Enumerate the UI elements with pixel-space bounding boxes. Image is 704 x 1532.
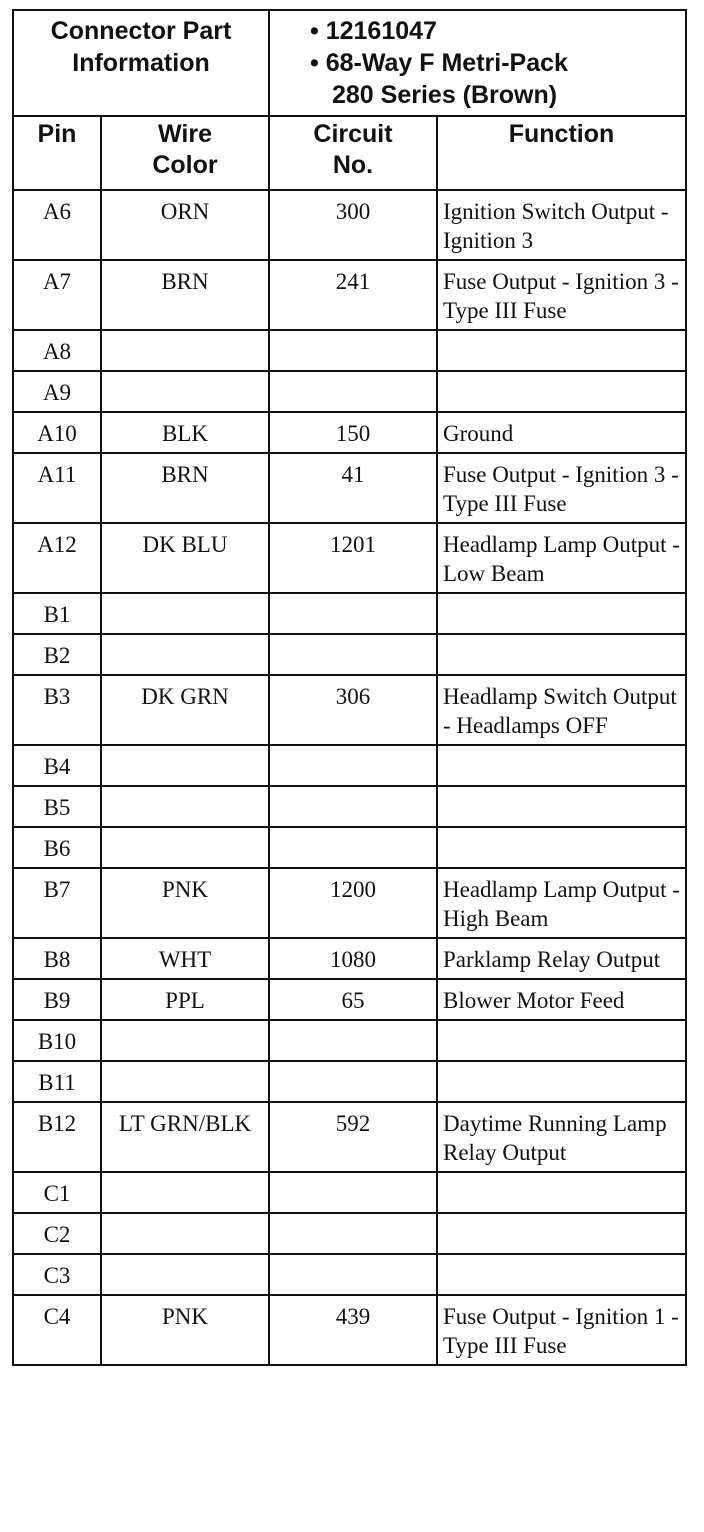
wire-color-cell: PPL (101, 979, 269, 1020)
table-row (13, 190, 686, 260)
pin-cell: B3 (13, 675, 101, 745)
circuit-no-cell: 1200 (269, 868, 437, 938)
wire-color-cell (101, 1172, 269, 1213)
circuit-no-cell (269, 1213, 437, 1254)
pin-cell: B6 (13, 827, 101, 868)
table-row (13, 1102, 686, 1172)
pin-cell: A9 (13, 371, 101, 412)
circuit-no-cell (269, 786, 437, 827)
connector-pinout-table (12, 9, 687, 1366)
function-cell: Daytime Running Lamp Relay Output (437, 1102, 686, 1172)
pin-cell: B2 (13, 634, 101, 675)
wire-color-cell (101, 634, 269, 675)
table-row (13, 371, 686, 412)
function-cell: Headlamp Lamp Output - High Beam (437, 868, 686, 938)
pin-cell: A11 (13, 453, 101, 523)
connector-part-label-line1: Connector Part (50, 17, 232, 45)
circuit-no-cell (269, 330, 437, 371)
pin-cell: B5 (13, 786, 101, 827)
table-row (13, 634, 686, 675)
circuit-no-cell: 306 (269, 675, 437, 745)
wire-color-cell: WHT (101, 938, 269, 979)
column-header-function: Function (437, 116, 686, 190)
wire-color-cell (101, 330, 269, 371)
function-cell (437, 1020, 686, 1061)
function-cell (437, 371, 686, 412)
table-row (13, 1020, 686, 1061)
table-row (13, 1213, 686, 1254)
table-row (13, 1295, 686, 1365)
pin-cell: C3 (13, 1254, 101, 1295)
table-row (13, 1061, 686, 1102)
circuit-no-cell (269, 745, 437, 786)
pin-cell: B12 (13, 1102, 101, 1172)
circuit-no-cell: 241 (269, 260, 437, 330)
connector-header-row (13, 10, 686, 116)
table-row (13, 745, 686, 786)
connector-type: • 68-Way F Metri-Pack (310, 49, 568, 77)
function-cell (437, 593, 686, 634)
table-row (13, 868, 686, 938)
wire-color-cell (101, 745, 269, 786)
pin-cell: B1 (13, 593, 101, 634)
wire-color-cell: PNK (101, 1295, 269, 1365)
circuit-no-cell: 41 (269, 453, 437, 523)
function-cell: Ignition Switch Output - Ignition 3 (437, 190, 686, 260)
column-header-wire-color: Wire Color (101, 116, 269, 190)
wire-color-cell: DK BLU (101, 523, 269, 593)
wire-color-cell: BRN (101, 453, 269, 523)
wire-color-cell (101, 1213, 269, 1254)
function-cell (437, 1172, 686, 1213)
pin-cell: C2 (13, 1213, 101, 1254)
connector-series: 280 Series (Brown) (332, 81, 558, 109)
circuit-no-cell (269, 1254, 437, 1295)
connector-part-details (269, 10, 686, 116)
function-cell (437, 330, 686, 371)
table-row (13, 675, 686, 745)
pin-cell: C1 (13, 1172, 101, 1213)
connector-part-label-line2: Information (72, 49, 210, 77)
circuit-no-cell: 1080 (269, 938, 437, 979)
circuit-no-cell (269, 1172, 437, 1213)
function-cell: Headlamp Switch Output - Headlamps OFF (437, 675, 686, 745)
pin-cell: A6 (13, 190, 101, 260)
table-row (13, 260, 686, 330)
circuit-no-cell (269, 1020, 437, 1061)
function-cell (437, 634, 686, 675)
column-header-circuit-no: Circuit No. (269, 116, 437, 190)
wire-color-cell (101, 827, 269, 868)
table-row (13, 330, 686, 371)
circuit-no-cell (269, 593, 437, 634)
circuit-no-cell (269, 634, 437, 675)
circuit-no-cell: 65 (269, 979, 437, 1020)
circuit-no-cell (269, 371, 437, 412)
pin-cell: B8 (13, 938, 101, 979)
column-header-row (13, 116, 686, 190)
pin-cell: A8 (13, 330, 101, 371)
circuit-no-cell: 150 (269, 412, 437, 453)
wire-color-cell (101, 1020, 269, 1061)
function-cell: Fuse Output - Ignition 1 - Type III Fuse (437, 1295, 686, 1365)
circuit-no-cell: 592 (269, 1102, 437, 1172)
wire-color-cell (101, 1254, 269, 1295)
pin-cell: A7 (13, 260, 101, 330)
part-number: • 12161047 (310, 17, 437, 45)
table-row (13, 412, 686, 453)
table-row (13, 593, 686, 634)
function-cell: Headlamp Lamp Output - Low Beam (437, 523, 686, 593)
function-cell (437, 786, 686, 827)
table-row (13, 827, 686, 868)
function-cell (437, 1213, 686, 1254)
pin-cell: B7 (13, 868, 101, 938)
pin-cell: C4 (13, 1295, 101, 1365)
wire-color-cell: LT GRN/BLK (101, 1102, 269, 1172)
pin-cell: A12 (13, 523, 101, 593)
function-cell (437, 827, 686, 868)
wire-color-cell (101, 593, 269, 634)
function-cell: Parklamp Relay Output (437, 938, 686, 979)
wire-color-cell: ORN (101, 190, 269, 260)
wire-color-cell: DK GRN (101, 675, 269, 745)
function-cell (437, 745, 686, 786)
table-row (13, 453, 686, 523)
table-row (13, 786, 686, 827)
wire-color-cell: BLK (101, 412, 269, 453)
circuit-no-cell: 300 (269, 190, 437, 260)
column-header-pin: Pin (13, 116, 101, 190)
connector-part-information-label (13, 10, 269, 116)
function-cell: Ground (437, 412, 686, 453)
pin-cell: B10 (13, 1020, 101, 1061)
connector-info-document (12, 9, 685, 1366)
function-cell (437, 1254, 686, 1295)
circuit-no-cell (269, 827, 437, 868)
table-row (13, 523, 686, 593)
wire-color-cell: BRN (101, 260, 269, 330)
circuit-no-cell: 1201 (269, 523, 437, 593)
table-row (13, 938, 686, 979)
circuit-no-cell: 439 (269, 1295, 437, 1365)
pin-cell: B4 (13, 745, 101, 786)
function-cell: Fuse Output - Ignition 3 - Type III Fuse (437, 453, 686, 523)
wire-color-cell: PNK (101, 868, 269, 938)
function-cell: Fuse Output - Ignition 3 - Type III Fuse (437, 260, 686, 330)
function-cell (437, 1061, 686, 1102)
pinout-rows (13, 190, 686, 1365)
wire-color-cell (101, 1061, 269, 1102)
circuit-no-cell (269, 1061, 437, 1102)
table-row (13, 1172, 686, 1213)
table-row (13, 979, 686, 1020)
pin-cell: B11 (13, 1061, 101, 1102)
pin-cell: A10 (13, 412, 101, 453)
pin-cell: B9 (13, 979, 101, 1020)
table-row (13, 1254, 686, 1295)
wire-color-cell (101, 371, 269, 412)
function-cell: Blower Motor Feed (437, 979, 686, 1020)
wire-color-cell (101, 786, 269, 827)
